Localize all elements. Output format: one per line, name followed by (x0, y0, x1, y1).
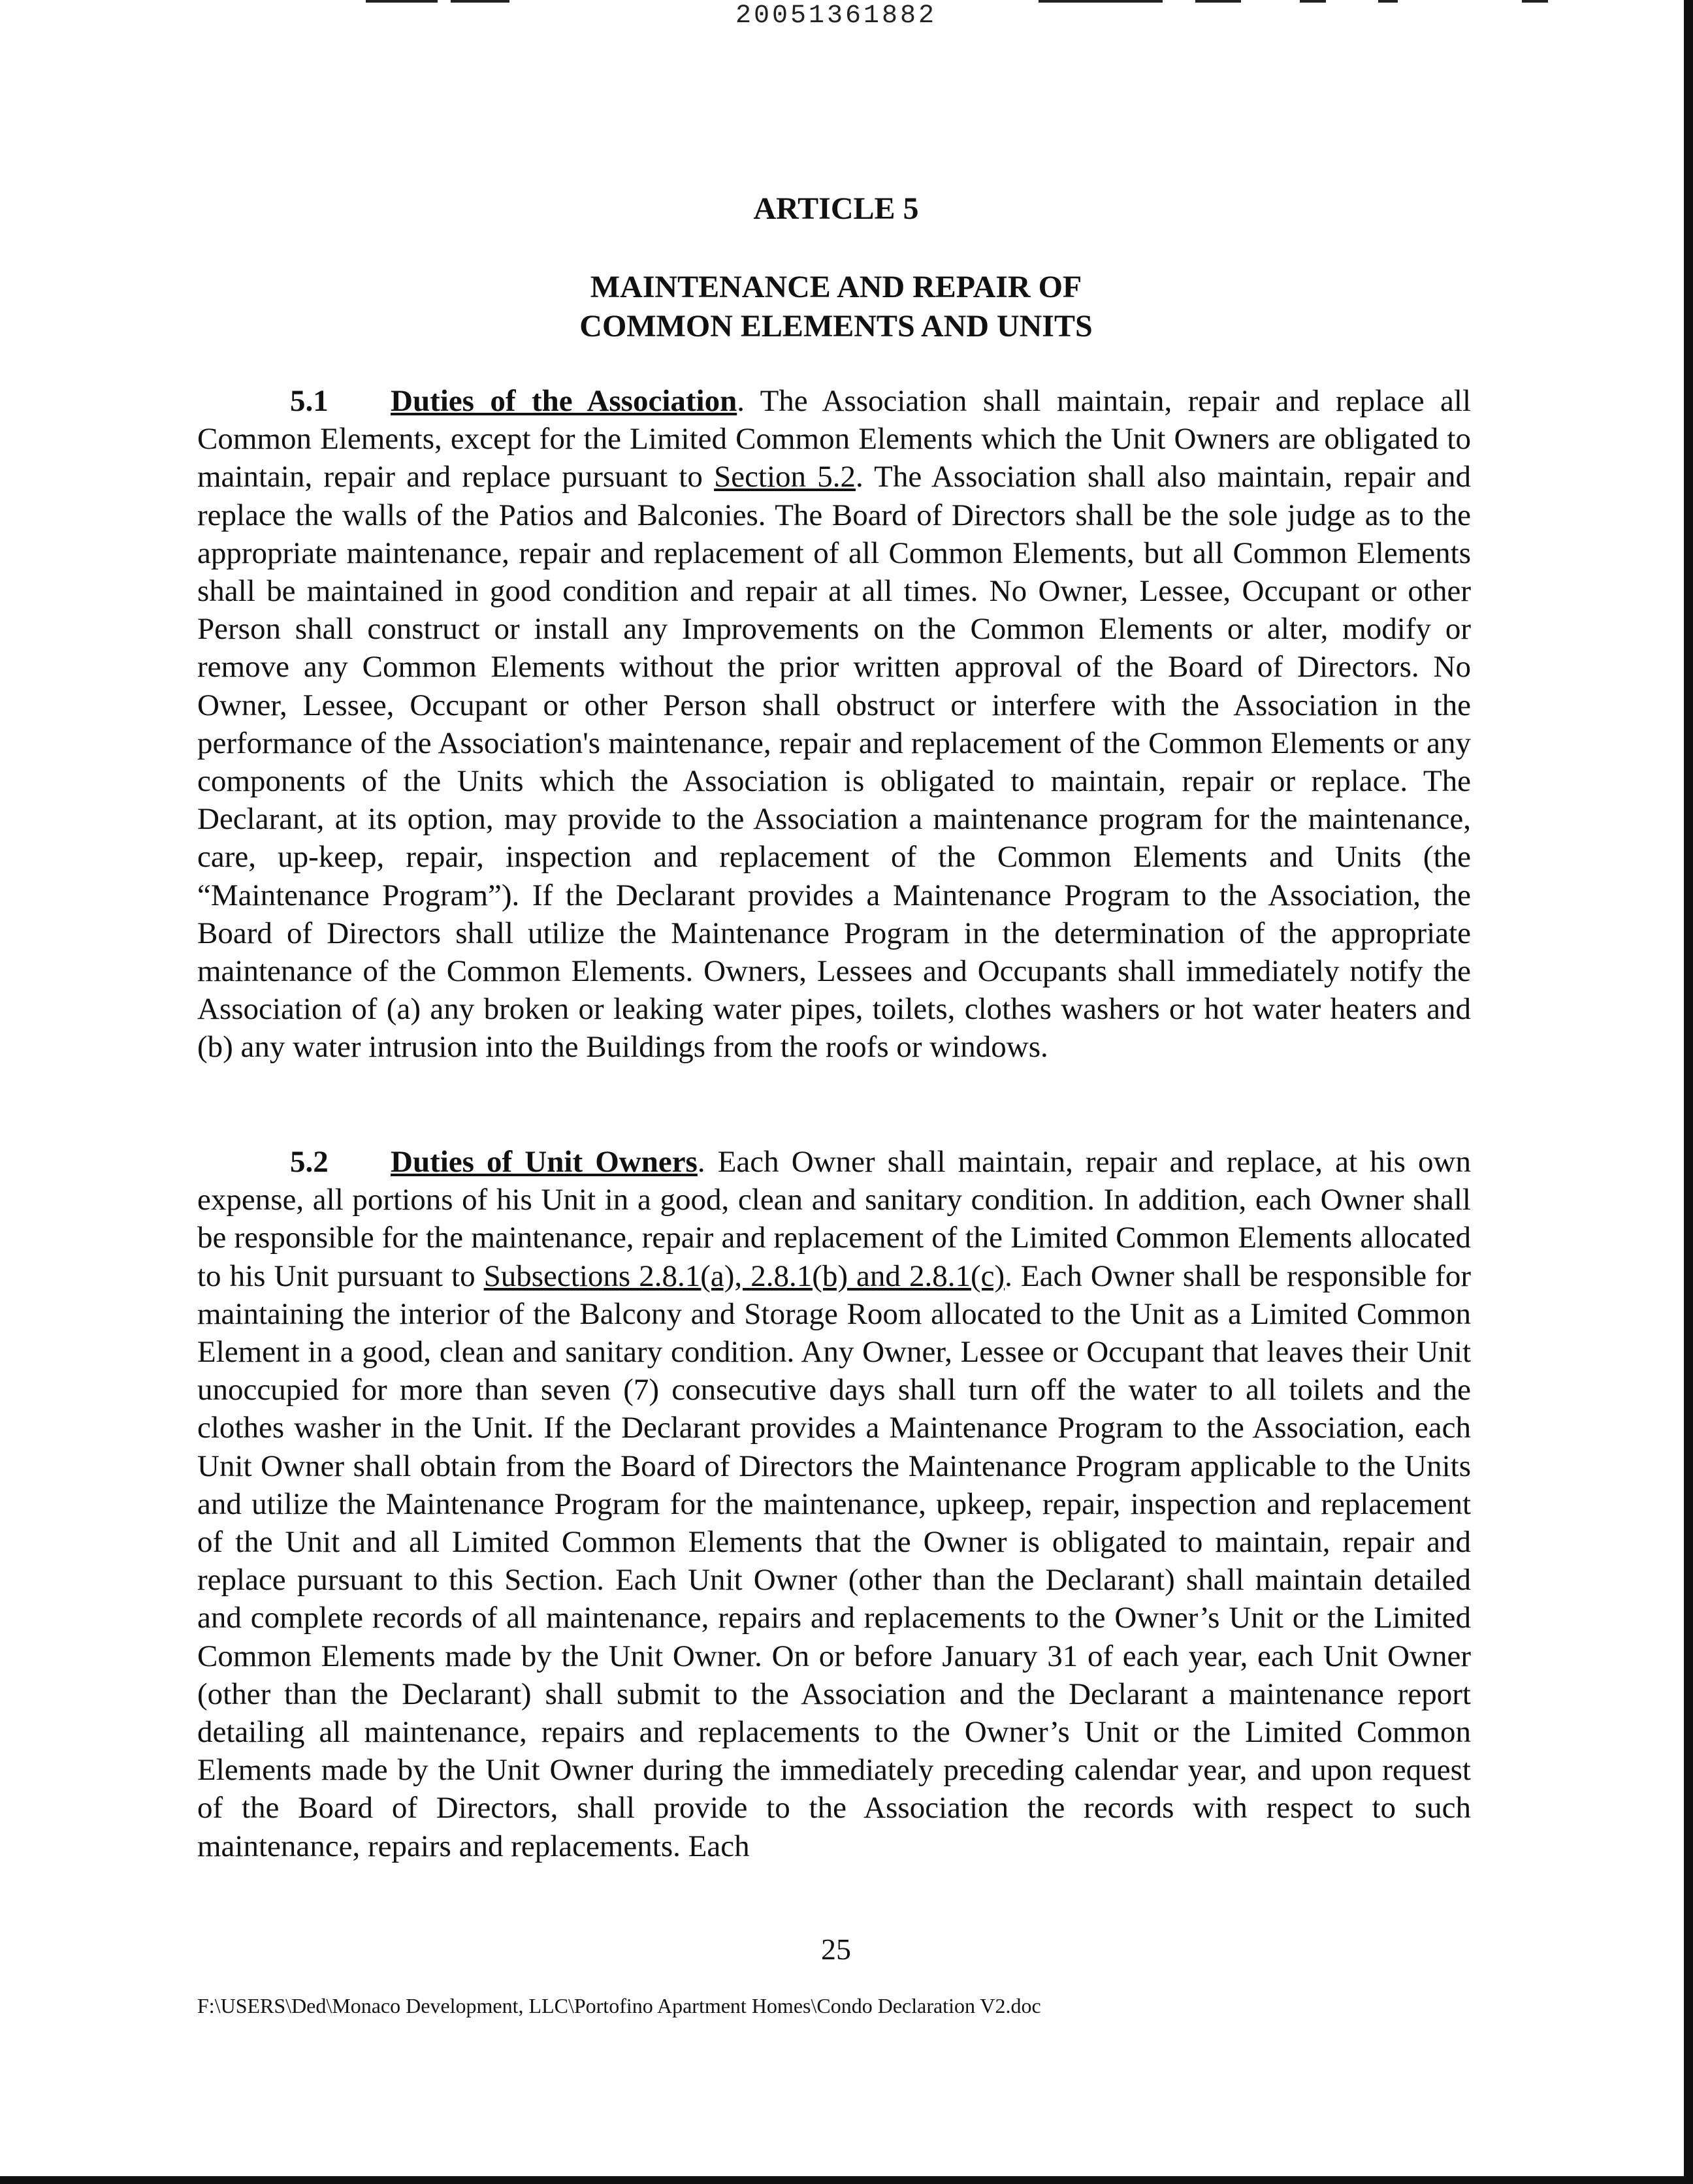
scan-border-right (1684, 0, 1693, 2184)
scan-border-bottom (0, 2176, 1693, 2184)
article-title-line-2: COMMON ELEMENTS AND UNITS (579, 309, 1093, 344)
section-text: . The Association shall maintain, repair and replace all Common Elements, except for the Limited Common Elements which the Unit Owners are obligated to maintain, repair and replace pursuant to (197, 384, 1471, 494)
section-text: . The Association shall also maintain, repair and replace the walls of the Patios and Balconies. The Board of Directors shall be the sole judge as to the appropriate maintenance, repair and replacement of all Common Elements, but all Common Elements shall be maintained in good condition and repair at all times. No Owner, Lessee, Occupant or other Person shall construct or install any Improvements on the Common Elements or alter, modify or remove any Common Elements without the prior written approval of the Board of Directors. No Owner, Lessee, Occupant or other Person shall obstruct or interfere with the Association in the performance of the Association's maintenance, repair and replacement of the Common Elements or any components of the Units which the Association is obligated to maintain, repair or replace. The Declarant, at its option, may provide to the Association a maintenance program for the maintenance, care, up-keep, repair, inspection and replacement of the Common Elements and Units (the “Maintenance Program”). If the Declarant provides a Maintenance Program to the Association, the Board of Directors shall utilize the Maintenance Program in the determination of the appropriate maintenance of the Common Elements. Owners, Lessees and Occupants shall immediately notify the Association of (a) any broken or leaking water pipes, toilets, clothes washers or hot water heaters and (b) any water intrusion into the Buildings from the roofs or windows. (197, 460, 1471, 1065)
article-title (0, 268, 1672, 346)
page-number: 25 (821, 1933, 851, 1966)
document-number: 20051361882 (735, 1, 937, 31)
section-number: 5.2 (290, 1145, 329, 1179)
section-heading: Duties of Unit Owners (391, 1145, 698, 1179)
section-5-2 (197, 1143, 1471, 1865)
article-heading: ARTICLE 5 (753, 191, 919, 226)
section-5-1 (197, 382, 1471, 1067)
footer-file-path: F:\USERS\Ded\Monaco Development, LLC\Portofino Apartment Homes\Condo Declaration V2.doc (197, 1994, 1041, 2017)
section-text: . Each Owner shall be responsible for maintaining the interior of the Balcony and Storage Room allocated to the Unit as a Limited Common Element in a good, clean and sanitary condition. Any Owner, Lessee or Occupant that leaves their Unit unoccupied for more than seven (7) consecutive days shall turn off the water to all toilets and the clothes washer in the Unit. If the Declarant provides a Maintenance Program to the Association, each Unit Owner shall obtain from the Board of Directors the Maintenance Program applicable to the Units and utilize the Maintenance Program for the maintenance, upkeep, repair, inspection and replacement of the Unit and all Limited Common Elements that the Owner is obligated to maintain, repair and replace pursuant to this Section. Each Unit Owner (other than the Declarant) shall maintain detailed and complete records of all maintenance, repairs and replacements to the Owner’s Unit or the Limited Common Elements made by the Unit Owner. On or before January 31 of each year, each Unit Owner (other than the Declarant) shall submit to the Association and the Declarant a maintenance report detailing all maintenance, repairs and replacements to the Owner’s Unit or the Limited Common Elements made by the Unit Owner during the immediately preceding calendar year, and upon request of the Board of Directors, shall provide to the Association the records with respect to such maintenance, repairs and replacements. Each (197, 1259, 1471, 1863)
section-reference: Section 5.2 (714, 460, 856, 494)
article-title-line-1: MAINTENANCE AND REPAIR OF (590, 270, 1082, 304)
section-heading: Duties of the Association (391, 384, 737, 418)
section-number: 5.1 (290, 384, 329, 418)
section-reference: Subsections 2.8.1(a), 2.8.1(b) and 2.8.1(c) (483, 1259, 1005, 1293)
section-text: . Each Owner shall maintain, repair and replace, at his own expense, all portions of his Unit in a good, clean and sanitary condition. In addition, each Owner shall be responsible for the maintenance, repair and replacement of the Limited Common Elements allocated to his Unit pursuant to (197, 1145, 1471, 1293)
